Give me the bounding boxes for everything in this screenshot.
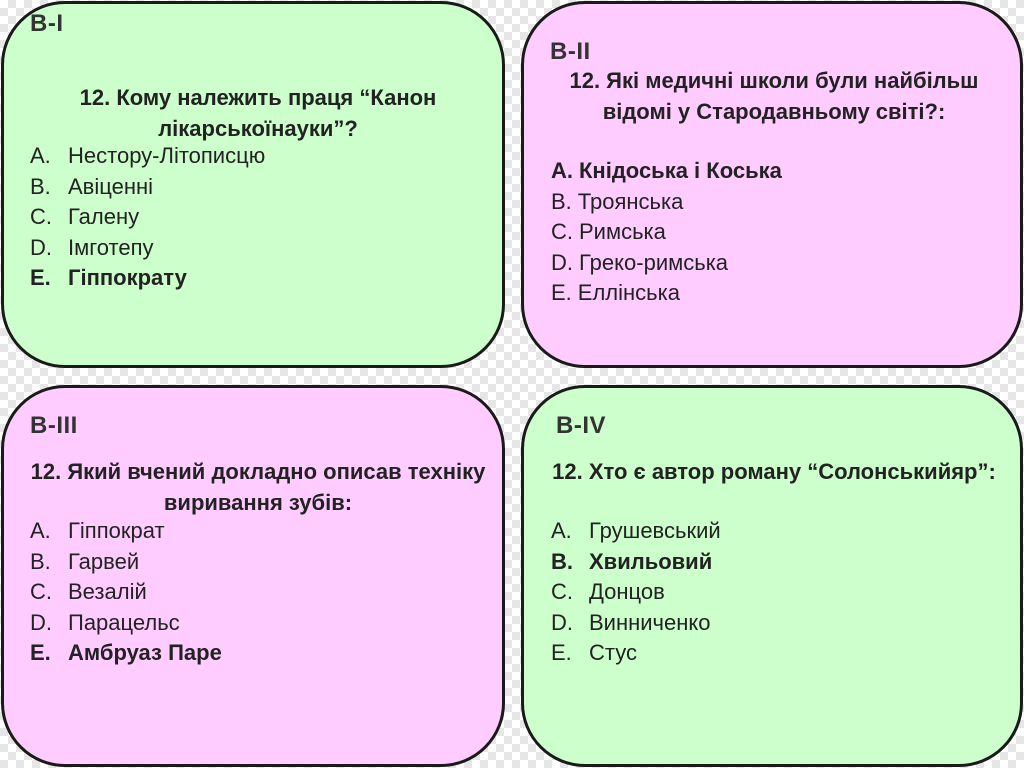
answer-option-b: [30, 172, 265, 203]
answer-option-c: [30, 202, 265, 233]
answer-option-c: [30, 577, 222, 608]
answer-option-d: [551, 608, 721, 639]
answer-option-e: [551, 278, 782, 309]
answer-letter: A.: [30, 518, 51, 543]
answer-option-e: [551, 638, 721, 669]
answer-option-d: [30, 233, 265, 264]
variant-label: В-ІV: [556, 412, 606, 439]
answer-text: Троянська: [577, 188, 684, 214]
answer-text: Гарвей: [68, 548, 140, 574]
answer-letter: A.: [551, 518, 572, 543]
variant-label: В-ІІІ: [30, 412, 78, 439]
answer-letter: E.: [551, 640, 572, 665]
answer-text: Парацельс: [68, 609, 180, 635]
answer-text: Стус: [589, 640, 637, 665]
answer-list: [551, 156, 782, 309]
answer-text: Везалій: [68, 579, 147, 604]
quiz-card-variant-2: [521, 1, 1023, 368]
answer-list: [30, 141, 265, 294]
answer-letter: D.: [551, 249, 573, 275]
answer-letter: C.: [30, 579, 52, 604]
answer-text: Нестору-Літописцю: [68, 143, 266, 168]
answer-text: Імготепу: [68, 234, 154, 260]
answer-text: Гіппократу: [68, 265, 187, 290]
answer-letter: D.: [30, 234, 52, 260]
answer-letter: E.: [30, 640, 51, 665]
answer-letter: A.: [30, 143, 51, 168]
answer-letter: В.: [551, 188, 572, 214]
answer-text: Донцов: [589, 579, 665, 604]
answer-letter: С.: [551, 219, 573, 244]
variant-label: В-ІІ: [550, 38, 591, 65]
answer-option-c: [551, 217, 782, 248]
question-text: 12. Кому належить праця “Канон лікарськоїнауки”?: [79, 85, 437, 141]
answer-text: Амбруаз Паре: [68, 640, 222, 665]
answer-text: Авіценні: [68, 173, 154, 199]
quiz-card-variant-4: [521, 385, 1023, 767]
variant-label: В-І: [30, 10, 64, 37]
answer-letter: C.: [30, 204, 52, 229]
answer-text: Гіппократ: [68, 518, 165, 543]
answer-option-a: [551, 516, 721, 547]
answer-list: [551, 516, 721, 669]
answer-option-b: [551, 187, 782, 218]
answer-text: Кнідоська і Коська: [579, 158, 782, 183]
answer-letter: B.: [30, 173, 51, 199]
answer-option-a: [30, 516, 222, 547]
question-text: 12. Які медичні школи були найбільш відомі у Стародавньому світі?:: [569, 68, 979, 124]
answer-option-a: [551, 156, 782, 187]
answer-text: Еллінська: [577, 280, 680, 305]
answer-option-b: [30, 547, 222, 578]
answer-option-e: [30, 263, 265, 294]
answer-text: Римська: [579, 219, 666, 244]
quiz-card-variant-1: [1, 1, 505, 368]
answer-text: Винниченко: [589, 609, 711, 635]
answer-letter: B.: [551, 548, 573, 574]
answer-letter: B.: [30, 548, 51, 574]
answer-list: [30, 516, 222, 669]
answer-option-a: [30, 141, 265, 172]
answer-text: Грушевський: [589, 518, 721, 543]
question-text: 12. Який вчений докладно описав техніку виривання зубів:: [30, 459, 486, 515]
answer-letter: E.: [30, 265, 51, 290]
quiz-card-variant-3: [1, 385, 505, 767]
answer-option-b: [551, 547, 721, 578]
answer-option-d: [30, 608, 222, 639]
answer-letter: Е.: [551, 280, 572, 305]
question-text: 12. Хто є автор роману “Солонськийяр”:: [552, 459, 996, 484]
answer-letter: А.: [551, 158, 573, 183]
answer-letter: D.: [551, 609, 573, 635]
answer-text: Хвильовий: [589, 548, 713, 574]
answer-option-e: [30, 638, 222, 669]
answer-option-d: [551, 248, 782, 279]
answer-letter: C.: [551, 579, 573, 604]
answer-option-c: [551, 577, 721, 608]
answer-text: Галену: [68, 204, 140, 229]
answer-text: Греко-римська: [579, 249, 729, 275]
answer-letter: D.: [30, 609, 52, 635]
